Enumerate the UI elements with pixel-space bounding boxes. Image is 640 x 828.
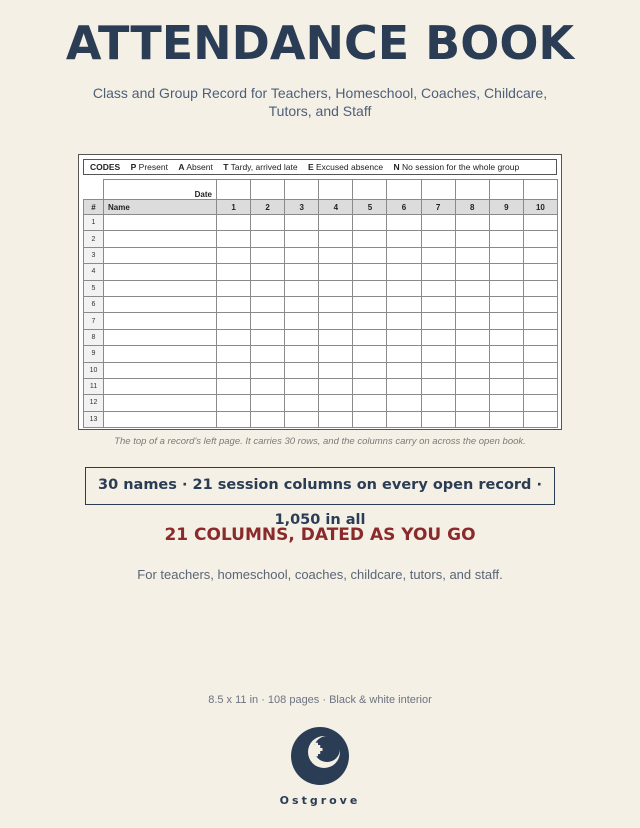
attendance-cell	[217, 247, 251, 263]
attendance-cell	[217, 231, 251, 247]
row-number: 10	[84, 362, 104, 378]
attendance-cell	[319, 329, 353, 345]
row-number: 5	[84, 280, 104, 296]
attendance-cell	[489, 329, 523, 345]
attendance-cell	[319, 313, 353, 329]
attendance-cell	[455, 395, 489, 411]
table-row	[84, 296, 558, 312]
attendance-cell	[353, 411, 387, 427]
attendance-cell	[285, 231, 319, 247]
session-column-header: 1	[217, 200, 251, 215]
attendance-cell	[353, 296, 387, 312]
name-cell	[104, 296, 217, 312]
attendance-cell	[455, 264, 489, 280]
attendance-cell	[387, 362, 421, 378]
attendance-cell	[319, 215, 353, 231]
attendance-cell	[285, 362, 319, 378]
row-number: 1	[84, 215, 104, 231]
attendance-cell	[489, 296, 523, 312]
stats-box: 30 names · 21 session columns on every open record · 1,050 in all	[85, 467, 555, 505]
code-key: N	[393, 162, 400, 172]
table-row	[84, 411, 558, 427]
attendance-cell	[319, 378, 353, 394]
attendance-cell	[523, 215, 557, 231]
code-key: P	[130, 162, 137, 172]
attendance-cell	[319, 296, 353, 312]
table-row	[84, 378, 558, 394]
table-row	[84, 329, 558, 345]
attendance-cell	[523, 378, 557, 394]
code-text: No session for the whole group	[402, 162, 520, 172]
row-number: 4	[84, 264, 104, 280]
code-text: Tardy, arrived late	[230, 162, 298, 172]
attendance-cell	[387, 264, 421, 280]
attendance-cell	[489, 215, 523, 231]
table-row	[84, 231, 558, 247]
attendance-cell	[353, 395, 387, 411]
attendance-cell	[319, 411, 353, 427]
name-cell	[104, 395, 217, 411]
date-cell	[319, 180, 353, 200]
table-row	[84, 362, 558, 378]
attendance-cell	[217, 313, 251, 329]
sheet-caption: The top of a record's left page. It carries 30 rows, and the columns carry on across the open book.	[114, 436, 526, 447]
codes-label: CODES	[90, 162, 121, 172]
row-number: 6	[84, 296, 104, 312]
row-number: 13	[84, 411, 104, 427]
session-column-header: 6	[387, 200, 421, 215]
attendance-cell	[489, 346, 523, 362]
attendance-cell	[353, 280, 387, 296]
row-number: 9	[84, 346, 104, 362]
attendance-cell	[251, 378, 285, 394]
attendance-cell	[523, 395, 557, 411]
table-row	[84, 280, 558, 296]
date-cell	[421, 180, 455, 200]
date-label: Date	[104, 180, 217, 200]
attendance-cell	[285, 247, 319, 263]
book-specs: 8.5 x 11 in · 108 pages · Black & white interior	[208, 694, 432, 706]
date-cell	[251, 180, 285, 200]
code-key: T	[223, 162, 229, 172]
name-header: Name	[104, 200, 217, 215]
attendance-cell	[217, 215, 251, 231]
attendance-cell	[489, 264, 523, 280]
attendance-cell	[523, 346, 557, 362]
attendance-sheet-preview	[78, 154, 562, 430]
code-text: Absent	[186, 162, 213, 172]
session-column-header: 10	[523, 200, 557, 215]
attendance-cell	[455, 247, 489, 263]
date-cell	[523, 180, 557, 200]
attendance-cell	[489, 411, 523, 427]
codes-legend	[83, 159, 557, 175]
attendance-cell	[523, 231, 557, 247]
attendance-cell	[319, 264, 353, 280]
name-cell	[104, 280, 217, 296]
attendance-cell	[387, 346, 421, 362]
publisher-name: Ostgrove	[279, 794, 361, 807]
name-cell	[104, 411, 217, 427]
header-row	[84, 200, 558, 215]
attendance-cell	[421, 215, 455, 231]
code-text: Present	[138, 162, 168, 172]
date-row	[84, 180, 558, 200]
date-cell	[387, 180, 421, 200]
attendance-cell	[523, 264, 557, 280]
attendance-cell	[285, 296, 319, 312]
session-column-header: 9	[489, 200, 523, 215]
attendance-cell	[387, 329, 421, 345]
attendance-cell	[455, 362, 489, 378]
row-number: 7	[84, 313, 104, 329]
attendance-cell	[251, 247, 285, 263]
attendance-cell	[285, 280, 319, 296]
attendance-cell	[523, 247, 557, 263]
attendance-cell	[319, 280, 353, 296]
name-cell	[104, 247, 217, 263]
attendance-cell	[421, 329, 455, 345]
table-row	[84, 395, 558, 411]
attendance-cell	[353, 378, 387, 394]
code-key: E	[307, 162, 314, 172]
attendance-cell	[455, 231, 489, 247]
attendance-cell	[285, 264, 319, 280]
attendance-cell	[421, 378, 455, 394]
attendance-cell	[421, 296, 455, 312]
session-column-header: 8	[455, 200, 489, 215]
attendance-cell	[353, 313, 387, 329]
attendance-cell	[285, 411, 319, 427]
attendance-cell	[251, 280, 285, 296]
attendance-cell	[387, 378, 421, 394]
name-cell	[104, 231, 217, 247]
attendance-cell	[319, 395, 353, 411]
date-cell	[489, 180, 523, 200]
name-cell	[104, 329, 217, 345]
attendance-cell	[251, 264, 285, 280]
attendance-cell	[251, 395, 285, 411]
attendance-cell	[217, 378, 251, 394]
attendance-cell	[421, 346, 455, 362]
row-number: 2	[84, 231, 104, 247]
attendance-cell	[353, 264, 387, 280]
attendance-cell	[421, 362, 455, 378]
attendance-cell	[421, 264, 455, 280]
attendance-cell	[285, 313, 319, 329]
attendance-cell	[489, 247, 523, 263]
ostgrove-logo-icon	[290, 726, 350, 786]
table-row	[84, 264, 558, 280]
attendance-cell	[251, 411, 285, 427]
attendance-cell	[523, 411, 557, 427]
attendance-cell	[523, 280, 557, 296]
attendance-cell	[523, 362, 557, 378]
date-cell	[455, 180, 489, 200]
attendance-cell	[387, 411, 421, 427]
attendance-cell	[455, 329, 489, 345]
attendance-cell	[319, 231, 353, 247]
audience-text: For teachers, homeschool, coaches, childcare, tutors, and staff.	[137, 567, 503, 582]
table-row	[84, 215, 558, 231]
session-column-header: 4	[319, 200, 353, 215]
attendance-cell	[217, 395, 251, 411]
attendance-cell	[523, 296, 557, 312]
attendance-cell	[217, 264, 251, 280]
attendance-cell	[523, 329, 557, 345]
attendance-cell	[387, 247, 421, 263]
attendance-cell	[353, 231, 387, 247]
attendance-cell	[489, 378, 523, 394]
session-column-header: 7	[421, 200, 455, 215]
attendance-cell	[387, 296, 421, 312]
name-cell	[104, 313, 217, 329]
row-number: 8	[84, 329, 104, 345]
attendance-cell	[217, 296, 251, 312]
attendance-cell	[217, 411, 251, 427]
attendance-cell	[455, 411, 489, 427]
attendance-cell	[387, 280, 421, 296]
attendance-cell	[421, 247, 455, 263]
book-subtitle: Class and Group Record for Teachers, Homeschool, Coaches, Childcare, Tutors, and Staff	[92, 85, 548, 119]
session-column-header: 3	[285, 200, 319, 215]
table-row	[84, 247, 558, 263]
attendance-cell	[489, 362, 523, 378]
table-row	[84, 346, 558, 362]
attendance-cell	[251, 231, 285, 247]
row-number: 11	[84, 378, 104, 394]
session-column-header: 2	[251, 200, 285, 215]
date-cell	[285, 180, 319, 200]
attendance-cell	[285, 395, 319, 411]
attendance-cell	[353, 329, 387, 345]
attendance-cell	[455, 378, 489, 394]
row-number: 12	[84, 395, 104, 411]
attendance-cell	[285, 346, 319, 362]
attendance-cell	[353, 247, 387, 263]
attendance-cell	[455, 215, 489, 231]
attendance-cell	[523, 313, 557, 329]
attendance-cell	[387, 215, 421, 231]
attendance-cell	[421, 231, 455, 247]
attendance-cell	[285, 378, 319, 394]
table-row	[84, 313, 558, 329]
book-title: ATTENDANCE BOOK	[65, 16, 575, 70]
attendance-cell	[217, 362, 251, 378]
attendance-cell	[387, 395, 421, 411]
attendance-cell	[489, 280, 523, 296]
attendance-cell	[353, 362, 387, 378]
attendance-cell	[455, 346, 489, 362]
date-spacer	[84, 180, 104, 200]
attendance-cell	[421, 411, 455, 427]
attendance-cell	[217, 329, 251, 345]
date-cell	[217, 180, 251, 200]
attendance-cell	[217, 280, 251, 296]
attendance-cell	[421, 395, 455, 411]
attendance-cell	[353, 215, 387, 231]
attendance-cell	[217, 346, 251, 362]
attendance-cell	[251, 296, 285, 312]
attendance-cell	[455, 280, 489, 296]
number-header: #	[84, 200, 104, 215]
attendance-cell	[455, 296, 489, 312]
attendance-cell	[489, 395, 523, 411]
attendance-cell	[387, 231, 421, 247]
name-cell	[104, 346, 217, 362]
attendance-cell	[251, 313, 285, 329]
attendance-cell	[421, 280, 455, 296]
attendance-cell	[285, 215, 319, 231]
attendance-cell	[251, 329, 285, 345]
attendance-cell	[285, 329, 319, 345]
date-cell	[353, 180, 387, 200]
attendance-cell	[353, 346, 387, 362]
attendance-cell	[421, 313, 455, 329]
attendance-cell	[489, 231, 523, 247]
attendance-cell	[251, 346, 285, 362]
name-cell	[104, 264, 217, 280]
attendance-cell	[489, 313, 523, 329]
name-cell	[104, 215, 217, 231]
code-text: Excused absence	[316, 162, 384, 172]
session-column-header: 5	[353, 200, 387, 215]
name-cell	[104, 362, 217, 378]
attendance-grid	[83, 179, 558, 428]
attendance-cell	[319, 346, 353, 362]
attendance-cell	[319, 362, 353, 378]
row-number: 3	[84, 247, 104, 263]
attendance-cell	[387, 313, 421, 329]
attendance-cell	[251, 215, 285, 231]
tagline: 21 COLUMNS, DATED AS YOU GO	[164, 525, 476, 545]
attendance-cell	[251, 362, 285, 378]
name-cell	[104, 378, 217, 394]
code-key: A	[178, 162, 185, 172]
attendance-cell	[455, 313, 489, 329]
attendance-cell	[319, 247, 353, 263]
